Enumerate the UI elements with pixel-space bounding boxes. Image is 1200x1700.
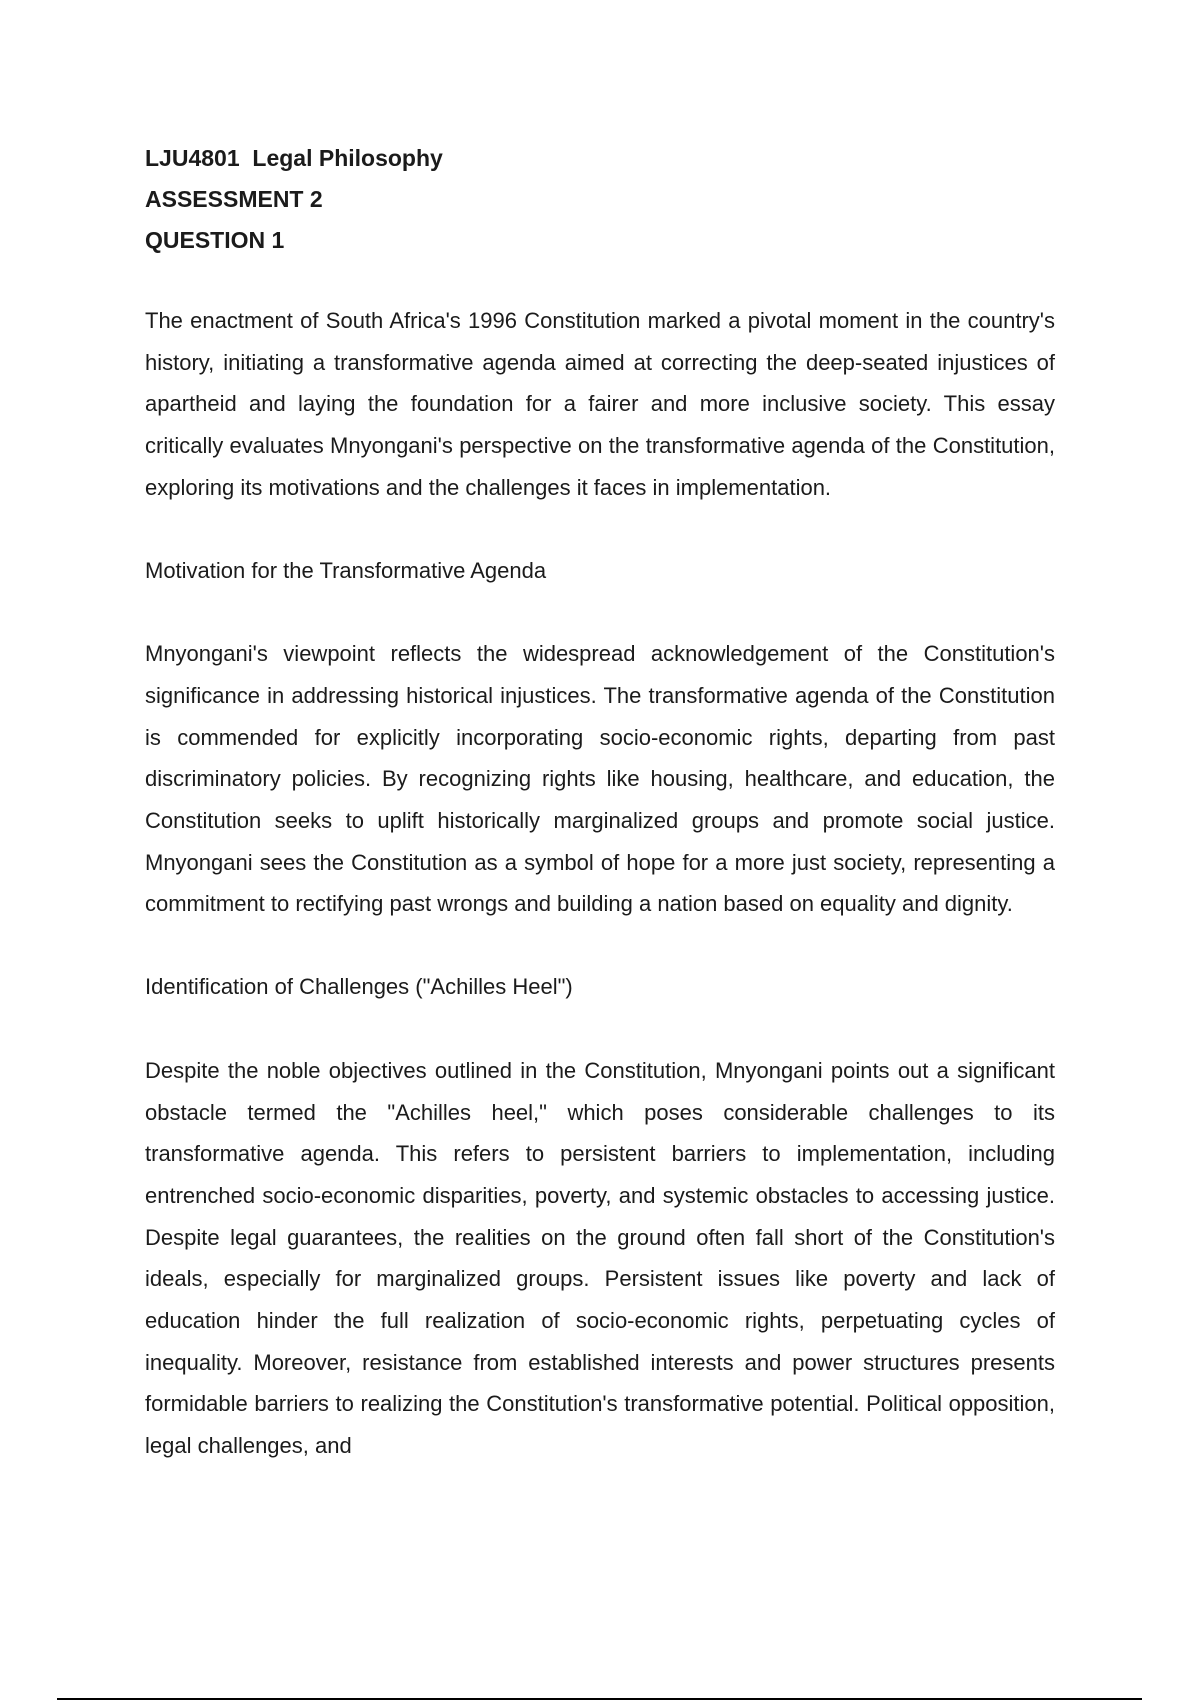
document-content [145,138,1055,1508]
section-heading-challenges: Identification of Challenges ("Achilles Heel") [145,974,573,1000]
question-title: QUESTION 1 [145,227,285,253]
course-title: LJU4801 Legal Philosophy [145,145,443,171]
intro-paragraph: The enactment of South Africa's 1996 Constitution marked a pivotal moment in the country's history, initiating a transformative agenda aimed at correcting the deep-seated injustices of apartheid and laying the foundation for a fairer and more inclusive society. This essay critically evaluates Mnyongani's perspective on the transformative agenda of the Constitution, exploring its motivations and the challenges it faces in implementation. [145,308,1055,500]
challenges-paragraph: Despite the noble objectives outlined in the Constitution, Mnyongani points out a significant obstacle termed the "Achilles heel," which poses considerable challenges to its transformative agenda. This refers to persistent barriers to implementation, including entrenched socio-economic disparities, poverty, and systemic obstacles to accessing justice. Despite legal guarantees, the realities on the ground often fall short of the Constitution's ideals, especially for marginalized groups. Persistent issues like poverty and lack of education hinder the full realization of socio-economic rights, perpetuating cycles of inequality. Moreover, resistance from established interests and power structures presents formidable barriers to realizing the Constitution's transformative potential. Political opposition, legal challenges, and [145,1057,1055,1459]
document-header [145,138,1055,261]
section-heading-motivation: Motivation for the Transformative Agenda [145,557,547,583]
assessment-title: ASSESSMENT 2 [145,186,323,212]
motivation-paragraph: Mnyongani's viewpoint reflects the widespread acknowledgement of the Constitution's significance in addressing historical injustices. The transformative agenda of the Constitution is commended for explicitly incorporating socio-economic rights, departing from past discriminatory policies. By recognizing rights like housing, healthcare, and education, the Constitution seeks to uplift historically marginalized groups and promote social justice. Mnyongani sees the Constitution as a symbol of hope for a more just society, representing a commitment to rectifying past wrongs and building a nation based on equality and dignity. [145,641,1055,917]
